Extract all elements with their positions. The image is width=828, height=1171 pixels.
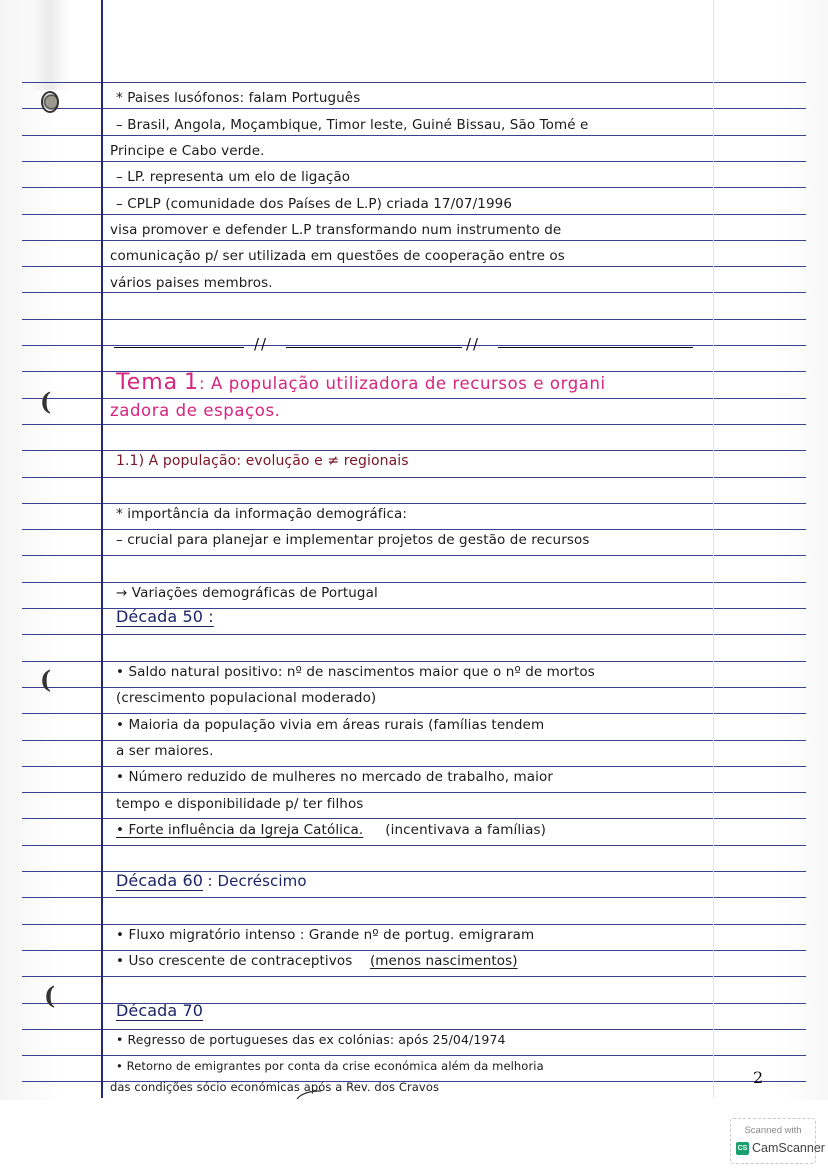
ruled-line — [22, 266, 806, 267]
note-line: comunicação p/ ser utilizada em questões de cooperação entre os — [110, 248, 565, 264]
section-divider — [114, 335, 694, 355]
ruled-line — [22, 897, 806, 898]
ruled-line — [22, 240, 806, 241]
decade-60-heading: Década 60 — [116, 871, 204, 890]
camscanner-watermark — [730, 1118, 825, 1164]
theme-title-line-2: zadora de espaços. — [110, 401, 281, 420]
note-line: * Paises lusófonos: falam Português — [116, 90, 361, 106]
note-line: – LP. representa um elo de ligação — [116, 169, 351, 185]
ruled-line — [22, 477, 806, 478]
ruled-line — [22, 713, 806, 714]
decade-70-heading: Década 70 — [116, 1001, 204, 1020]
note-line: visa promover e defender L.P transformando num instrumento de — [110, 222, 562, 238]
ruled-line — [22, 740, 806, 741]
ruled-line — [22, 976, 806, 977]
watermark-caption: Scanned with — [744, 1125, 802, 1136]
ruled-line — [22, 82, 806, 83]
ruled-line — [22, 187, 806, 188]
camscanner-logo-icon: CS — [736, 1142, 749, 1155]
ruled-line — [22, 818, 806, 819]
decade-60-item-row — [116, 952, 518, 970]
decade-70-item: das condições sócio económicas após a Rev. dos Cravos — [110, 1080, 440, 1094]
decade-50-item: tempo e disponibilidade p/ ter filhos — [116, 796, 364, 812]
ruled-line — [22, 555, 806, 556]
ruled-line — [22, 687, 806, 688]
ruled-line — [22, 319, 806, 320]
ruled-line — [22, 924, 806, 925]
page-shadow — [30, 0, 70, 90]
divider-mark: // — [466, 335, 481, 353]
ruled-line — [22, 135, 806, 136]
ruled-line — [22, 661, 806, 662]
church-note: (incentivava a famílias) — [385, 822, 546, 838]
ruled-line — [22, 1055, 806, 1056]
decade-50-church — [116, 821, 546, 839]
ring-hole-icon: ( — [40, 665, 52, 694]
margin-line — [101, 0, 103, 1098]
ruled-line — [22, 634, 806, 635]
pen-mark — [295, 1090, 325, 1100]
ruled-line — [22, 503, 806, 504]
watermark-brand: CamScanner — [752, 1141, 825, 1155]
ruled-line — [22, 792, 806, 793]
theme-prefix: Tema — [116, 370, 179, 395]
importance-item: – crucial para planejar e implementar projetos de gestão de recursos — [116, 532, 590, 548]
ruled-line — [22, 108, 806, 109]
decade-60-subtitle: : Decréscimo — [207, 872, 307, 890]
note-line: – CPLP (comunidade dos Países de L.P) criada 17/07/1996 — [116, 196, 513, 212]
decade-50-item: • Saldo natural positivo: nº de nascimentos maior que o nº de mortos — [116, 664, 595, 680]
section-title: 1.1) A população: evolução e ≠ regionais — [116, 453, 409, 469]
variations-heading: → Variações demográficas de Portugal — [116, 585, 378, 601]
ruled-line — [22, 161, 806, 162]
page-number: 2 — [753, 1068, 764, 1087]
ruled-line — [22, 582, 806, 583]
church-underlined: • Forte influência da Igreja Católica. — [116, 822, 364, 838]
decade-50-item: a ser maiores. — [116, 743, 214, 759]
theme-number: 1 — [184, 370, 200, 395]
decade-50-item: (crescimento populacional moderado) — [116, 690, 377, 706]
ruled-line — [22, 950, 806, 951]
ruled-line — [22, 766, 806, 767]
ring-hole-icon: ( — [40, 387, 52, 416]
decade-60-note: (menos nascimentos) — [369, 953, 518, 969]
ruled-line — [22, 1029, 806, 1030]
ruled-line — [22, 424, 806, 425]
decade-60-heading-row — [116, 872, 307, 891]
theme-title — [116, 370, 606, 395]
note-line: Principe e Cabo verde. — [110, 143, 265, 159]
theme-title-line-1: : A população utilizadora de recursos e organi — [199, 374, 606, 393]
decade-50-item: • Número reduzido de mulheres no mercado de trabalho, maior — [116, 769, 553, 785]
decade-70-item: • Regresso de portugueses das ex colónias: após 25/04/1974 — [116, 1032, 506, 1047]
ruled-line — [22, 292, 806, 293]
note-line: – Brasil, Angola, Moçambique, Timor leste, Guiné Bissau, São Tomé e — [116, 117, 589, 133]
ruled-line — [22, 845, 806, 846]
decade-50-item: • Maioria da população vivia em áreas rurais (famílias tendem — [116, 717, 545, 733]
divider-mark: // — [254, 335, 269, 353]
faint-vertical-line — [713, 0, 714, 1098]
ruled-line — [22, 529, 806, 530]
decade-60-item: • Uso crescente de contraceptivos — [116, 953, 353, 969]
decade-50-heading: Década 50 : — [116, 607, 214, 626]
note-line: vários paises membros. — [110, 275, 273, 291]
decade-70-item: • Retorno de emigrantes por conta da crise económica além da melhoria — [116, 1059, 544, 1073]
ring-hole-icon — [41, 91, 59, 113]
ring-hole-icon: ( — [44, 981, 56, 1010]
decade-60-item: • Fluxo migratório intenso : Grande nº de portug. emigraram — [116, 927, 535, 943]
ruled-line — [22, 398, 806, 399]
ruled-line — [22, 214, 806, 215]
importance-heading: * importância da informação demográfica: — [116, 506, 408, 522]
